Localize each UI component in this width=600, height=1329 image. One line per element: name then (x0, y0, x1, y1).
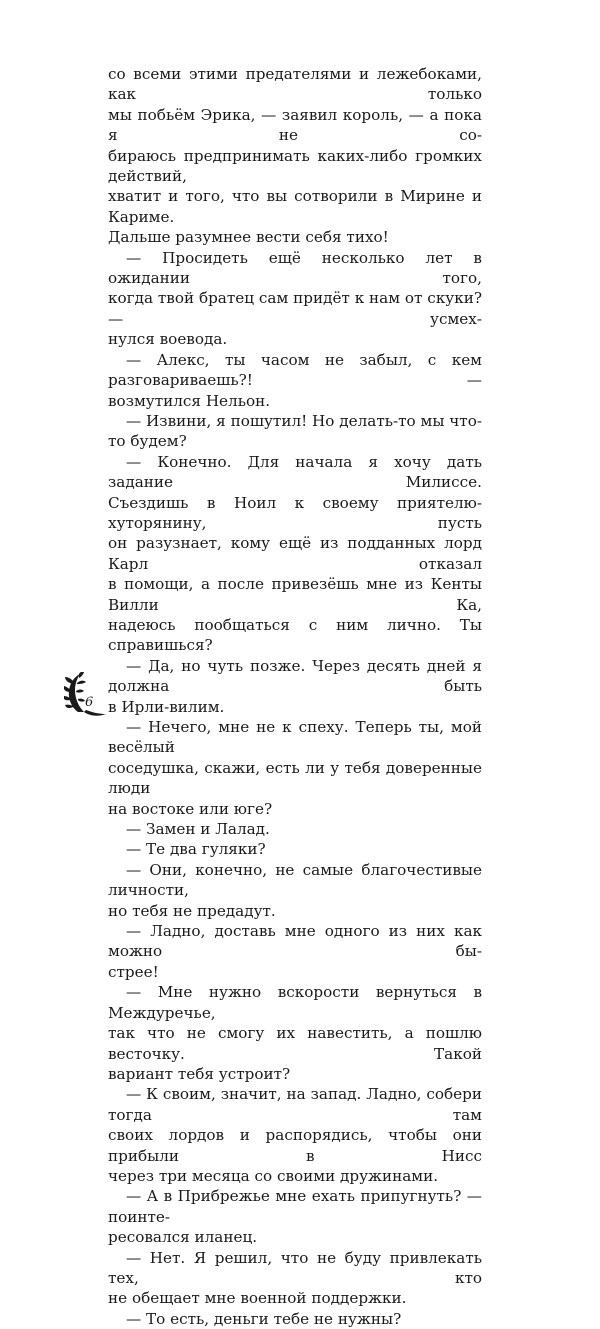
paragraph-first-line: — Да, но чуть позже. Через десять дней я должна быть (108, 656, 482, 696)
text-line: через три месяца со своими дружинами. (108, 1166, 439, 1185)
text-line: стрее! (108, 962, 159, 981)
text-line: своих лордов и распорядись, чтобы они прибыли в Нисс (108, 1126, 482, 1165)
paragraph-first-line: — А в Прибрежье мне ехать припугнуть? — поинте- (108, 1187, 482, 1226)
paragraph-first-line: — Извини, я пошутил! Но делать-то мы что-то будем? (108, 411, 482, 451)
paragraph-first-line: — Алекс, ты часом не забыл, с кем разговариваешь?! — (108, 350, 482, 390)
text-line: Съездишь в Ноил к своему приятелю-хуторянину, пусть (108, 493, 482, 532)
text-line: в Ирли-вилим. (108, 697, 225, 716)
text-line: Дальше разумнее вести себя тихо! (108, 228, 389, 247)
paragraph-first-line: — Замен и Лалад. (126, 820, 270, 839)
text-line: не обещает мне военной поддержки. (108, 1289, 407, 1308)
text-line: в помощи, а после привезёшь мне из Кенты Вилли Ка, (108, 575, 482, 614)
paragraph-first-line: — Мне нужно вскорости вернуться в Междуречье, (108, 983, 482, 1022)
text-line: вариант тебя устроит? (108, 1064, 291, 1083)
paragraph-first-line: — Конечно. Для начала я хочу дать задание Милиссе. (108, 452, 482, 492)
text-line: на востоке или юге? (108, 799, 273, 818)
paragraph-first-line: — Те два гуляки? (126, 840, 266, 859)
text-line: возмутился Нельон. (108, 391, 271, 410)
paragraph-first-line: — Они, конечно, не самые благочестивые личности, (108, 860, 482, 900)
text-line: нулся воевода. (108, 330, 228, 349)
paragraph-first-line: — Нет. Я решил, что не буду привлекать тех, кто (108, 1248, 482, 1287)
text-line: со всеми этими предателями и лежебоками, как только (108, 65, 482, 104)
text-line: так что не смогу их навестить, а пошлю весточку. Такой (108, 1024, 482, 1063)
text-line: ресовался иланец. (108, 1228, 258, 1247)
text-line: надеюсь пообщаться с ним лично. Ты справишься? (108, 615, 482, 655)
paragraph-first-line: — Ладно, доставь мне одного из них как можно бы- (108, 922, 482, 961)
paragraph-first-line: — То есть, деньги тебе не нужны? (126, 1309, 402, 1328)
text-line: но тебя не предадут. (108, 901, 276, 920)
text-line: бираюсь предпринимать каких-либо громких действий, (108, 146, 482, 186)
text-line: когда твой братец сам придёт к нам от скуки? — усмех- (108, 289, 482, 328)
page-number: 6 (85, 695, 94, 710)
paragraph-first-line: — К своим, значит, на запад. Ладно, собери тогда там (108, 1085, 482, 1124)
page-folio (64, 672, 110, 718)
paragraph-first-line: — Нечего, мне не к спеху. Теперь ты, мой весёлый (108, 718, 482, 757)
paragraph-first-line: — Просидеть ещё несколько лет в ожидании того, (108, 248, 482, 288)
text-line: мы побьём Эрика, — заявил король, — а пока я не со- (108, 105, 482, 145)
page-body-text (108, 64, 482, 1329)
text-line: он разузнает, кому ещё из подданных лорд Карл отказал (108, 534, 482, 573)
text-line: хватит и того, что вы сотворили в Мирине и Кариме. (108, 187, 482, 226)
text-line: соседушка, скажи, есть ли у тебя доверенные люди (108, 758, 482, 798)
